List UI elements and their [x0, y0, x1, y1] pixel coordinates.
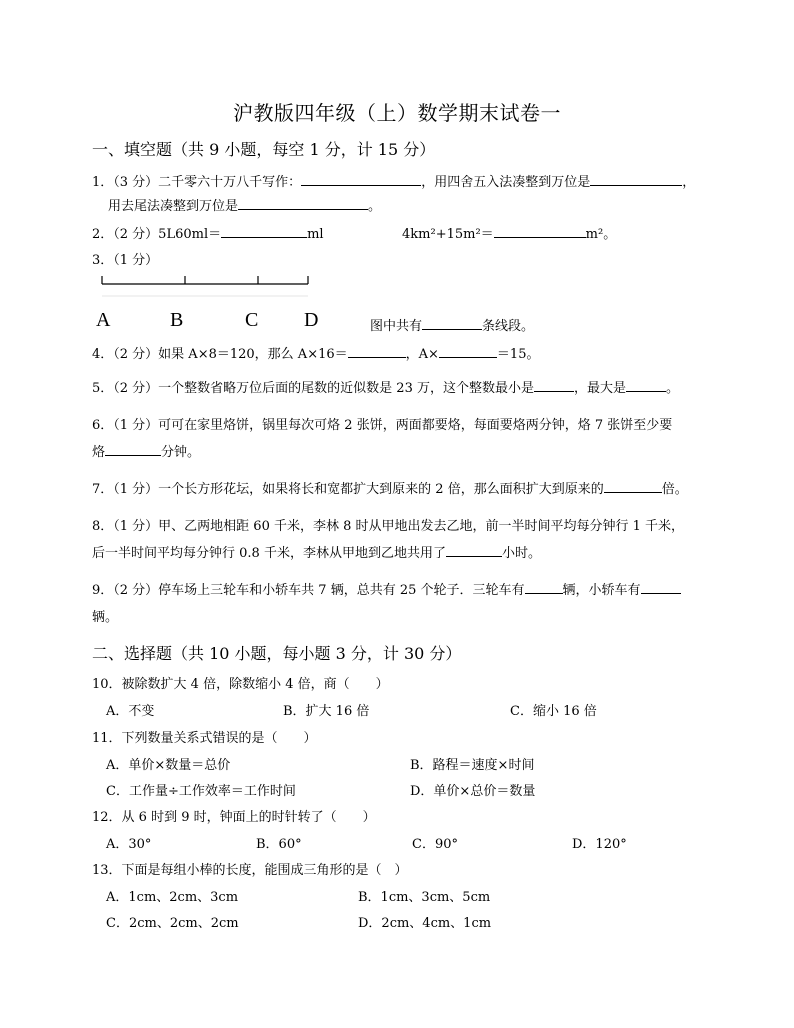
- q1-text-a: 1．（3 分）二千零六十万八千写作：: [92, 175, 302, 190]
- q3-blank[interactable]: [422, 317, 482, 330]
- q5-text-a: 5．（2 分）一个整数省略万位后面的尾数的近似数是 23 万，这个整数最小是: [92, 381, 534, 396]
- point-label-d: D: [304, 309, 319, 331]
- q7-text-b: 倍。: [661, 482, 688, 497]
- question-6-line-2: [92, 441, 200, 460]
- section-2-heading: 二、选择题（共 10 小题，每小题 3 分，计 30 分）: [92, 644, 462, 663]
- q2-blank-1[interactable]: [221, 225, 307, 238]
- q2-text-a: 2．（2 分）5L60ml＝: [92, 227, 222, 242]
- q11-option-b[interactable]: B．路程＝速度×时间: [410, 758, 535, 773]
- q3-text-b: 条线段。: [482, 319, 535, 334]
- question-8-line-1: 8．（1 分）甲、乙两地相距 60 千米，李林 8 时从甲地出发去乙地，前一半时间平均每分钟行 1 千米，: [92, 519, 685, 534]
- q5-blank-2[interactable]: [626, 379, 666, 392]
- q12-option-b[interactable]: B．60°: [256, 837, 302, 852]
- point-label-a: A: [96, 309, 111, 331]
- q10-option-c[interactable]: C．缩小 16 倍: [510, 704, 597, 719]
- question-9-line-1: [92, 579, 681, 598]
- q6-blank[interactable]: [105, 443, 161, 456]
- q5-text-c: 。: [666, 381, 680, 396]
- q1-blank-3[interactable]: [238, 197, 368, 210]
- q8-text-c: 小时。: [501, 546, 541, 561]
- q2-text-e: m²。: [585, 227, 617, 242]
- question-13: 13．下面是每组小棒的长度，能围成三角形的是（ ）: [92, 863, 408, 878]
- q2-text-d: ²+15m²＝: [430, 227, 494, 242]
- q4-text-a: 4．（2 分）如果 A×8＝120，那么 A×16＝: [92, 347, 348, 362]
- question-8-line-2: [92, 542, 541, 561]
- line-segment-figure: [96, 272, 326, 302]
- q9-text-a: 9．（2 分）停车场上三轮车和小轿车共 7 辆，总共有 25 个轮子．三轮车有: [92, 583, 525, 598]
- question-5: [92, 377, 679, 396]
- q6-text-b: 烙: [92, 445, 106, 460]
- question-2-part-2: [402, 223, 616, 242]
- q11-option-c[interactable]: C．工作量÷工作效率＝工作时间: [106, 784, 296, 799]
- q4-blank-1[interactable]: [348, 345, 406, 358]
- q12-option-d[interactable]: D．120°: [572, 837, 627, 852]
- q13-option-d[interactable]: D．2cm、4cm、1cm: [358, 916, 492, 931]
- q13-option-b[interactable]: B．1cm、3cm、5cm: [358, 890, 491, 905]
- q8-blank[interactable]: [446, 544, 502, 557]
- question-1-line-1: [92, 171, 695, 190]
- q1-blank-1[interactable]: [301, 173, 421, 186]
- question-12: 12．从 6 时到 9 时，钟面上的时针转了（ ）: [92, 810, 376, 825]
- q1-blank-2[interactable]: [590, 173, 682, 186]
- q9-blank-2[interactable]: [641, 581, 681, 594]
- q1-text-b: ，用四舍五入法凑整到万位是: [421, 175, 591, 190]
- q1-text-d: 用去尾法凑整到万位是: [108, 199, 239, 214]
- question-6-line-1: 6．（1 分）可可在家里烙饼，锅里每次可烙 2 张饼，两面都要烙，每面要烙两分钟，烙 7 张饼至少要: [92, 418, 673, 433]
- q11-option-a[interactable]: A．单价×数量＝总价: [106, 758, 231, 773]
- q6-text-c: 分钟。: [161, 445, 201, 460]
- question-3-label: 3．（1 分）: [92, 253, 159, 268]
- q7-text-a: 7．（1 分）一个长方形花坛，如果将长和宽都扩大到原来的 2 倍，那么面积扩大到原来的: [92, 482, 604, 497]
- q4-text-b: ，A×: [405, 347, 439, 362]
- q8-text-b: 后一半时间平均每分钟行 0.8 千米，李林从甲地到乙地共用了: [92, 546, 446, 561]
- point-label-c: C: [245, 309, 259, 331]
- question-4: [92, 343, 539, 362]
- q11-option-d[interactable]: D．单价×总价＝数量: [410, 784, 536, 799]
- q3-text-a: 图中共有: [370, 319, 423, 334]
- q13-option-c[interactable]: C．2cm、2cm、2cm: [106, 916, 239, 931]
- point-label-b: B: [170, 309, 184, 331]
- q12-option-a[interactable]: A．30°: [106, 837, 152, 852]
- q2-blank-2[interactable]: [494, 225, 586, 238]
- q13-option-a[interactable]: A．1cm、2cm、3cm: [106, 890, 239, 905]
- q1-text-c: ，: [682, 175, 696, 190]
- q2-text-c: 4km: [402, 227, 431, 242]
- q10-option-b[interactable]: B．扩大 16 倍: [283, 704, 370, 719]
- question-1-line-2: [108, 195, 381, 214]
- q12-option-c[interactable]: C．90°: [412, 837, 458, 852]
- question-3-text: [370, 315, 534, 334]
- q4-blank-2[interactable]: [439, 345, 497, 358]
- q5-text-b: ，最大是: [573, 381, 626, 396]
- q7-blank[interactable]: [604, 480, 662, 493]
- question-2: [92, 223, 324, 242]
- q9-blank-1[interactable]: [525, 581, 563, 594]
- q9-text-b: 辆，小轿车有: [562, 583, 641, 598]
- page-title: 沪教版四年级（上）数学期末试卷一: [233, 101, 561, 125]
- question-7: [92, 478, 688, 497]
- q2-text-b: ml: [307, 227, 324, 242]
- q1-text-e: 。: [368, 199, 382, 214]
- section-1-heading: 一、填空题（共 9 小题，每空 1 分，计 15 分）: [92, 140, 436, 159]
- q4-text-c: ＝15。: [496, 347, 540, 362]
- q5-blank-1[interactable]: [534, 379, 574, 392]
- question-10: 10．被除数扩大 4 倍，除数缩小 4 倍，商（ ）: [92, 677, 389, 692]
- question-11: 11．下列数量关系式错误的是（ ）: [92, 731, 317, 746]
- question-9-line-2: 辆。: [92, 610, 119, 625]
- q10-option-a[interactable]: A．不变: [106, 704, 155, 719]
